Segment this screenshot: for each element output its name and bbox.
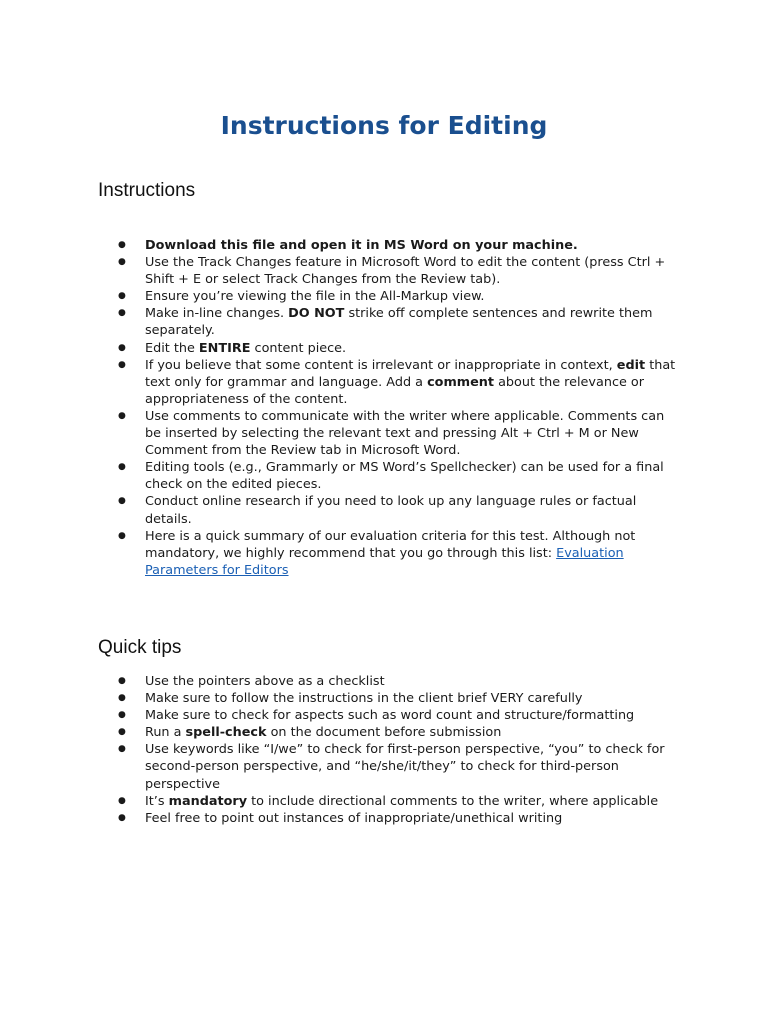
text-segment: Make sure to check for aspects such as word count and structure/formatting bbox=[145, 708, 635, 724]
list-item bbox=[118, 459, 678, 493]
list-item bbox=[118, 673, 678, 690]
text-segment: on the document before submission bbox=[266, 725, 502, 741]
bold-text: edit bbox=[616, 357, 646, 373]
text-segment: strike off complete sentences and rewrite them separately. bbox=[145, 306, 653, 339]
text-segment: that text only for grammar and language. Add a bbox=[145, 357, 676, 390]
list-item bbox=[118, 528, 678, 579]
bold-text: Download this file and open it in MS Word on your machine. bbox=[145, 238, 578, 253]
text-segment: Edit the bbox=[145, 340, 199, 356]
instructions-heading: Instructions bbox=[98, 180, 196, 201]
bold-text: mandatory bbox=[168, 793, 248, 809]
text-segment: Ensure you’re viewing the file in the All-Markup view. bbox=[145, 289, 485, 305]
bold-text: comment bbox=[427, 374, 495, 390]
list-item bbox=[118, 237, 678, 254]
bold-text: DO NOT bbox=[288, 306, 345, 322]
text-segment: content piece. bbox=[250, 340, 347, 356]
text-segment: Make in-line changes. bbox=[145, 306, 289, 322]
text-segment: Conduct online research if you need to look up any language rules or factual details. bbox=[145, 494, 637, 527]
evaluation-parameters-link[interactable]: Evaluation Parameters for Editors bbox=[145, 545, 624, 578]
text-segment: about the relevance or appropriateness of the content. bbox=[145, 374, 645, 407]
bold-text: ENTIRE bbox=[198, 340, 251, 356]
list-item bbox=[118, 493, 678, 527]
document-title: Instructions for Editing bbox=[220, 111, 548, 140]
list-item bbox=[118, 724, 678, 741]
text-segment: Editing tools (e.g., Grammarly or MS Word’s Spellchecker) can be used for a final check on the edited pieces. bbox=[145, 460, 664, 493]
bold-text: spell-check bbox=[185, 725, 267, 741]
text-segment: to include directional comments to the writer, where applicable bbox=[247, 793, 659, 809]
list-item bbox=[118, 690, 678, 707]
list-item bbox=[118, 305, 678, 339]
quick-tips-heading: Quick tips bbox=[98, 637, 182, 658]
text-segment: Make sure to follow the instructions in the client brief VERY carefully bbox=[145, 691, 583, 707]
list-item bbox=[118, 254, 678, 288]
list-item bbox=[118, 741, 678, 792]
list-item bbox=[118, 793, 678, 810]
text-segment: It’s bbox=[145, 793, 169, 809]
list-item bbox=[118, 340, 678, 357]
text-segment: Use the Track Changes feature in Microsoft Word to edit the content (press Ctrl + Shift + E or select Track Changes from the Review tab). bbox=[145, 255, 666, 288]
list-item bbox=[118, 357, 678, 408]
text-segment: Here is a quick summary of our evaluation criteria for this test. Although not mandatory, we highly recommend that you go through this list: bbox=[145, 528, 636, 561]
text-segment: Use comments to communicate with the writer where applicable. Comments can be inserted by selecting the relevant text and pressing Alt + Ctrl + M or New Comment from the Review tab in Microsoft Word. bbox=[145, 408, 665, 459]
quick-tips-list bbox=[118, 673, 678, 827]
text-segment: Use keywords like “I/we” to check for first-person perspective, “you” to check for second-person perspective, and “he/she/it/they” to check for third-person perspective bbox=[145, 742, 665, 792]
list-item bbox=[118, 408, 678, 459]
text-segment: Run a bbox=[145, 725, 186, 741]
list-item bbox=[118, 707, 678, 724]
text-segment: Use the pointers above as a checklist bbox=[145, 674, 385, 689]
list-item bbox=[118, 810, 678, 827]
list-item bbox=[118, 288, 678, 305]
text-segment: Feel free to point out instances of inappropriate/unethical writing bbox=[145, 810, 563, 826]
instructions-list bbox=[118, 237, 678, 579]
text-segment: If you believe that some content is irrelevant or inappropriate in context, bbox=[145, 357, 617, 373]
